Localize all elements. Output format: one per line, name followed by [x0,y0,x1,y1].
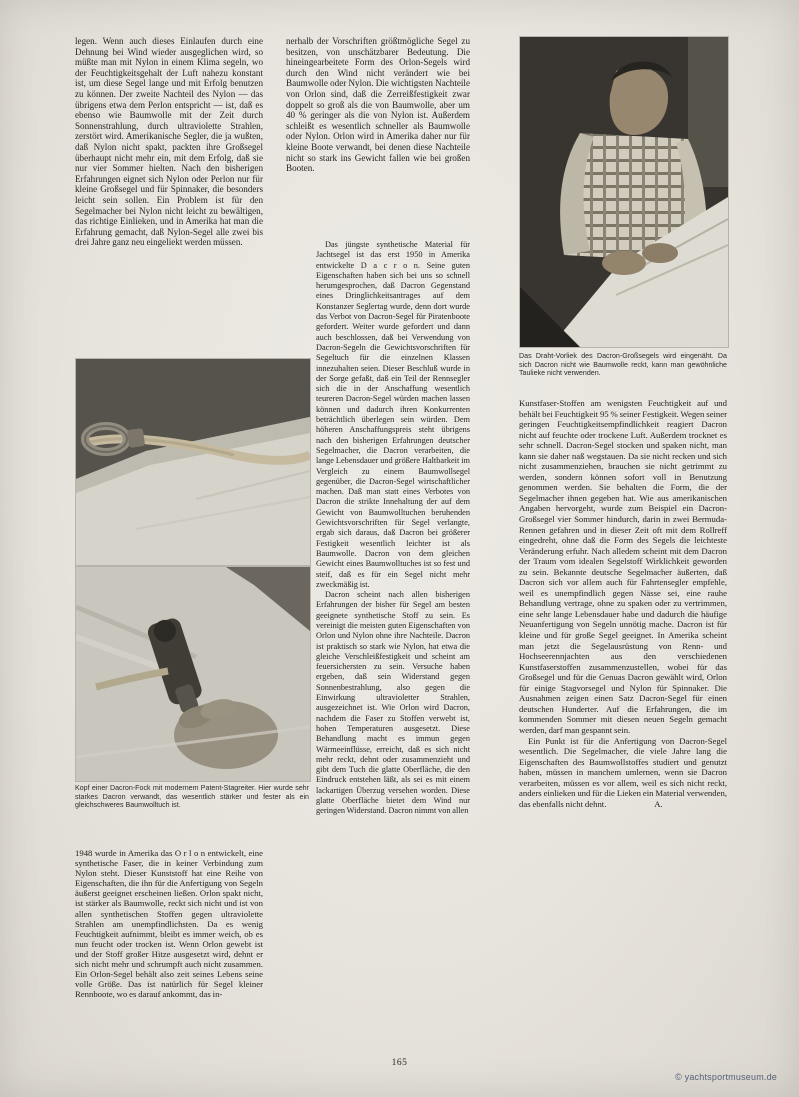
paragraph: legen. Wenn auch dieses Einlaufen durch eine Dehnung bei Wind wieder ausgeglichen wird, so müßte man mit Nylon in einem Klima segeln, wo der Feuchtigkeitsgehalt der Luft nahezu konstant ist, um diese Segel lange und mit Erfolg benutzen zu können. Der zweite Nachteil des Nylon — das übrigens etwa dem Perlon entspricht — ist, daß es ebenso wie Baumwolle mit der Zeit durch Sonnenstrahlung, durch ultraviolette Strahlen, zerstört wird. Amerikanische Segler, die ja wußten, daß Nylon nicht spakt, packten ihre Großsegel überhaupt nicht mehr ein, mit dem Erfolg, daß sie nur vier Sommer hielten. Nach den bisherigen Erfahrungen eignet sich Nylon oder Perlon nur für kleine Großsegel und für Spinnaker, die besonders leicht sein sollen. Ein Problem ist für den Segelmacher bei Nylon nicht leicht zu bewältigen, das richtige Einlieken, und in Amerika hat man die Erfahrung gemacht, daß Nylon-Segel alle zwei bis drei Jahre ganz neu eingeliekt werden müssen. [75,36,263,248]
middle-column-top [286,36,470,240]
sailmaker-image [519,36,729,348]
left-column-bottom [75,848,263,1052]
photo-fock-head [75,358,311,566]
paragraph [519,736,727,810]
middle-column-narrow [316,240,470,1040]
paragraph: Das jüngste synthetische Material für Jachtsegel ist das erst 1950 in Amerika entwickelte D a c r o n. Seine guten Eigenschaften haben sich bei uns so schnell herumgesprochen, daß Dacron Gegenstand eines Dringlichkeitsantrages auf dem Konstanzer Seglertag wurde, denn dort wurde das Verbot von Dacron-Segel für Piratenboote gefordert. Weiter wurde gefordert und dann auch beschlossen, daß bei Verwendung von Dacron-Segeln die Gewichtsvorschriften für Segeltuch für die einzelnen Klassen innezuhalten seien. Dieser Beschluß wurde in der Sorge gefaßt, daß ein Teil der Rennsegler sich die in der Anschaffung wesentlich teureren Dacron-Segel würden machen lassen können und dadurch ihren Konkurrenten beträchtlich überlegen sein würden. Dem höheren Anschaffungspreis steht übrigens nach den bisherigen Erfahrungen deutscher Segelmacher, die Dacron verarbeiten, die lange Lebensdauer und größere Haltbarkeit im Vergleich zu einem Baumwollsegel gegenüber, die Dacron-Segel wirtschaftlicher machen. Daß man statt eines Verbotes von Dacron die strikte Innehaltung der auf dem Gewicht von Baumwolltuchen beruhenden Gewichtsvorschriften für Segel verlangte, ergab sich daraus, daß Dacron bei größerer Festigkeit wesentlich leichter ist als Baumwolle. Dacron von dem gleichen Gewicht eines Baumwolltuches ist so fest und steif, daß es für ein Segel nicht mehr zweckmäßig ist. [316,240,470,589]
fock-head-image [75,358,311,566]
right-column [519,398,727,1052]
left-column-top [75,36,263,358]
page-number: 165 [391,1058,408,1068]
paragraph: 1948 wurde in Amerika das O r l o n entwickelt, eine synthetische Faser, die in keiner Verbindung zum Nylon steht. Dieser Kunststoff hat eine Reihe von Eigenschaften, die ihn für die Anfertigung von Segeln äußerst geeignet erscheinen ließen. Orlon spakt nicht, ist stärker als Baumwolle, reckt sich nicht und ist von allen synthetischen Stoffen gegen ultraviolette Strahlen am unempfindlichsten. Da es wenig Feuchtigkeit aufnimmt, bleibt es immer weich, ob es nun feucht oder trocken ist. Wenn Orlon gewebt ist und der Stoff großer Hitze ausgesetzt wird, dehnt er sich nicht mehr und schrumpft auch nicht zusammen. Ein Orlon-Segel behält also zeit seines Lebens seine volle Größe. Das ist natürlich für Segel kleiner Rennboote, wo es darauf ankommt, das in- [75,848,263,1000]
watermark: © yachtsportmuseum.de [675,1072,777,1082]
caption-fock-head [75,784,309,810]
photo-stagreiter-clamp [75,566,311,782]
paragraph-text: Ein Punkt ist für die Anfertigung von Dacron-Segel wesentlich. Die Segelmacher, die viele Jahre lang die Eigenschaften des Baumwollstoffes studiert und genutzt haben, müssen in manchem umlernen, wenn sie Dacron verarbeiten, müssen es vor allem, weil es sich nicht reckt, anders einlieken und für die Lieken ein Material verwenden, das ebenfalls nicht dehnt. [519,735,727,809]
caption-text: Das Draht-Vorliek des Dacron-Großsegels wird eingenäht. Da sich Dacron nicht wie Baumwolle reckt, kann man gewöhnliche Taulieke nicht verwenden. [519,352,727,378]
paragraph: nerhalb der Vorschriften größtmögliche Segel zu besitzen, von unschätzbarer Bedeutung. Die hineingearbeitete Form des Orlon-Segels wird durch den Wind nicht verändert wie bei Baumwolle oder Nylon. Die wichtigsten Nachteile von Orlon sind, daß die Zerreißfestigkeit zwar doppelt so groß als die von Baumwolle, aber um 40 % geringer als die von Nylon ist. Außerdem schleißt es wesentlich schneller als Baumwolle oder Nylon. Orlon wird in Amerika daher nur für kleine Boote verwandt, bei denen diese Nachteile nicht so stark ins Gewicht fallen wie bei großen Booten. [286,36,470,174]
paragraph: Kunstfaser-Stoffen am wenigsten Feuchtigkeit auf und behält bei Feuchtigkeit 95 % seiner Festigkeit. Wegen seiner geringen Feuchtigkeitsempfindlichkeit reagiert Dacron nicht auf feuchte oder trockene Luft. Außerdem trocknet es sehr schnell. Dacron-Segel stocken und spaken nicht, man kann sie daher naß wegstauen. Da sie nicht recken und sich nicht zusammenziehen, brauchen sie nicht getrimmt zu werden, sondern können sofort voll in Benutzung genommen werden. Sie behalten die Form, die der Segelmacher ihnen gegeben hat. Wie aus amerikanischen Angaben hervorgeht, wurde zum Beispiel ein Dacron-Großsegel vier Sommer hindurch, darin in zwei Bermuda-Rennen gefahren und in dieser Zeit oft mit dem Rollreff eingedreht, ohne daß die Form des Segels die leichteste Veränderung erfuhr. Nach alledem scheint mit dem Dacron der Traum vom idealen Segelstoff Wirklichkeit geworden zu sein. Bekannte deutsche Segelmacher äußerten, daß Dacron sich vor allem auch für Fahrtensegler empfehle, weil es unempfindlich gegen Nässe sei, eine rauhe Behandlung vertrage, ohne zu spaken oder zu vertrimmen, eine sehr lange Lebensdauer habe und dadurch die häufige Neuanfertigung von Segeln unnötig mache. Dacron ist für kleine und für große Segel geeignet. In Amerika scheint man jetzt die Segelausrüstung von Renn- und Hochseerennjachten aus den verschiedenen Kunstfaserstoffen zusammenzustellen, wobei für das Großsegel und für die Genuas Dacron gewählt wird, Orlon für einige Stagvorsegel und Nylon für Spinnaker. Die Ausnahmen zeigen einen Satz Dacron-Segel für einen deutschen Hunderter. Auf die Erfahrungen, die im kommenden Sommer mit diesen neuen Segeln gemacht werden, darf man gespannt sein. [519,398,727,735]
photo-sailmaker-sewing [519,36,729,348]
paragraph: Dacron scheint nach allen bisherigen Erfahrungen der bisher für Segel am besten geeignete synthetische Stoff zu sein. Es vereinigt die meisten guten Eigenschaften von Orlon und Nylon ohne ihre Nachteile. Dacron ist praktisch so stark wie Nylon, hat etwa die gleiche Verschleißfestigkeit und scheint am feuersichersten zu sein. Versuche haben ergeben, daß sein Widerstand gegen Sonnenbestrahlung, also gegen die Einwirkung ultravioletter Strahlen, ausgezeichnet ist. Wie Orlon wird Dacron, nachdem die Faser zu Stoffen verwebt ist, hohen Temperaturen ausgesetzt. Diese Behandlung macht es immun gegen Wärmeeinflüsse, erreicht, daß es sich nicht mehr reckt, dehnt oder zusammenzieht und gibt dem Tuch die glatte Oberfläche, die den Eindruck entstehen läßt, als sei es mit einem lackartigen Überzug versehen worden. Diese glatte Oberfläche bietet dem Wind nur geringen Widerstand. Dacron nimmt von allen [316,590,470,816]
author-signature: A. [654,798,663,809]
stagreiter-image [75,566,311,782]
caption-vorliek [519,352,727,378]
caption-text: Kopf einer Dacron-Fock mit modernem Patent-Stagreiter. Hier wurde sehr starkes Dacron verwandt, das wesentlich stärker und fester als ein gleichschweres Baumwolltuch ist. [75,784,309,810]
